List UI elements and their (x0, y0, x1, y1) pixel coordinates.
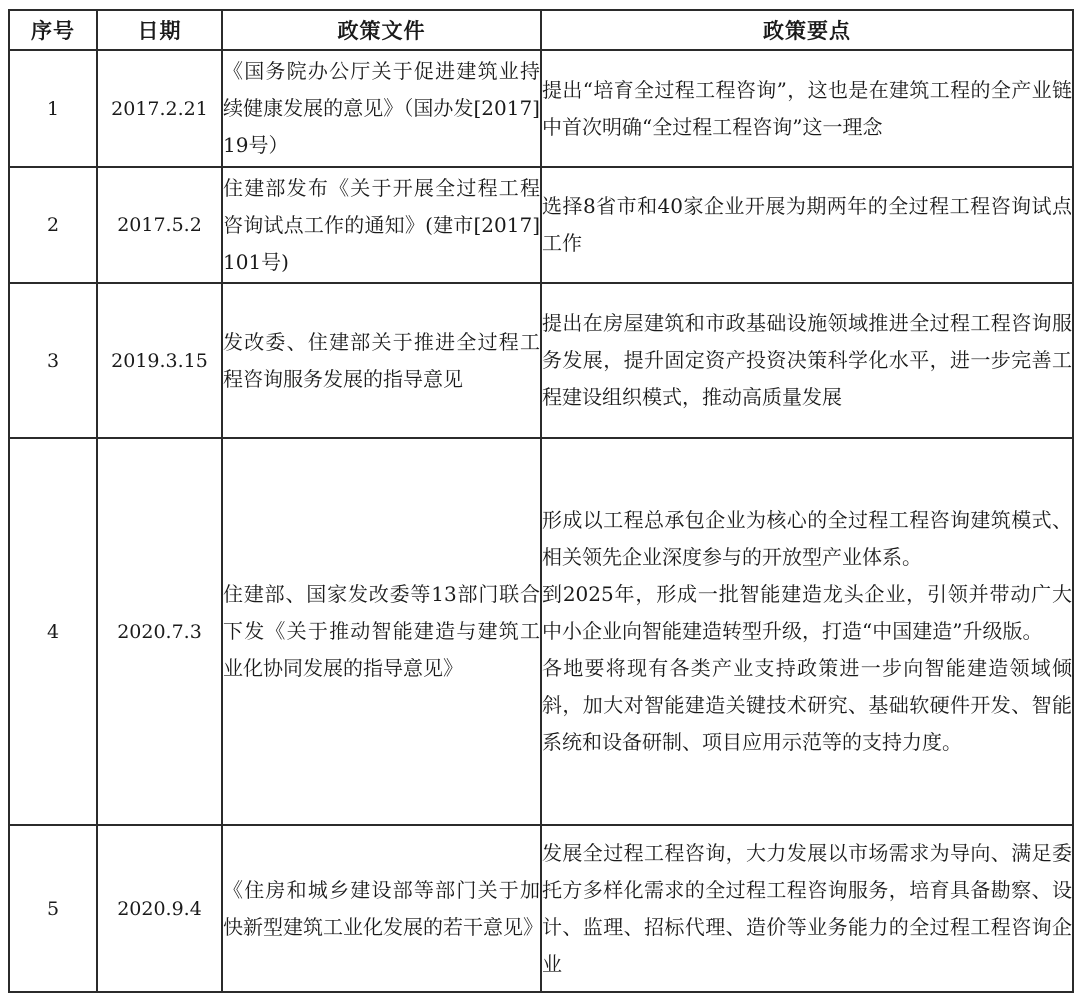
row-policy-points (541, 283, 1073, 438)
row-date: 2019.3.15 (97, 283, 222, 438)
row-date: 2020.7.3 (97, 438, 222, 825)
row-number: 2 (9, 167, 97, 283)
row-policy-document: 住建部发布《关于开展全过程工程咨询试点工作的通知》(建市[2017]101号) (222, 167, 541, 283)
row-date: 2017.2.21 (97, 50, 222, 167)
policy-table (8, 9, 1074, 993)
header-policy-points: 政策要点 (541, 10, 1073, 50)
policy-point: 提出在房屋建筑和市政基础设施领域推进全过程工程咨询服务发展，提升固定资产投资决策科学化水平，进一步完善工程建设组织模式，推动高质量发展 (542, 311, 1072, 409)
header-number: 序号 (9, 10, 97, 50)
policy-point: 选择8省市和40家企业开展为期两年的全过程工程咨询试点工作 (542, 194, 1072, 255)
row-number: 3 (9, 283, 97, 438)
row-policy-points (541, 438, 1073, 825)
row-number: 1 (9, 50, 97, 167)
policy-point: 发展全过程工程咨询，大力发展以市场需求为导向、满足委托方多样化需求的全过程工程咨询服务，培育具备勘察、设计、监理、招标代理、造价等业务能力的全过程工程咨询企业 (542, 840, 1072, 976)
table-row (9, 50, 1073, 167)
row-date: 2020.9.4 (97, 825, 222, 992)
policy-point: 到2025年，形成一批智能建造龙头企业，引领并带动广大中小企业向智能建造转型升级，打造“中国建造”升级版。 (542, 582, 1072, 643)
row-date: 2017.5.2 (97, 167, 222, 283)
row-number: 5 (9, 825, 97, 992)
policy-point: 形成以工程总承包企业为核心的全过程工程咨询建筑模式、相关领先企业深度参与的开放型产业体系。 (542, 508, 1072, 569)
row-policy-document: 《住房和城乡建设部等部门关于加快新型建筑工业化发展的若干意见》 (222, 825, 541, 992)
row-policy-points (541, 50, 1073, 167)
policy-point: 提出“培育全过程工程咨询”，这也是在建筑工程的全产业链中首次明确“全过程工程咨询”这一理念 (542, 77, 1072, 139)
row-number: 4 (9, 438, 97, 825)
table-row (9, 167, 1073, 283)
row-policy-points (541, 825, 1073, 992)
table-row (9, 825, 1073, 992)
header-date: 日期 (97, 10, 222, 50)
table-row (9, 438, 1073, 825)
policy-table-container (8, 9, 1072, 993)
row-policy-document: 《国务院办公厅关于促进建筑业持续健康发展的意见》（国办发[2017]19号） (222, 50, 541, 167)
row-policy-document: 住建部、国家发改委等13部门联合下发《关于推动智能建造与建筑工业化协同发展的指导意见》 (222, 438, 541, 825)
row-policy-points (541, 167, 1073, 283)
table-header-row (9, 10, 1073, 50)
table-row (9, 283, 1073, 438)
row-policy-document: 发改委、住建部关于推进全过程工程咨询服务发展的指导意见 (222, 283, 541, 438)
policy-point: 各地要将现有各类产业支持政策进一步向智能建造领域倾斜，加大对智能建造关键技术研究、基础软硬件开发、智能系统和设备研制、项目应用示范等的支持力度。 (542, 656, 1072, 754)
header-policy-document: 政策文件 (222, 10, 541, 50)
